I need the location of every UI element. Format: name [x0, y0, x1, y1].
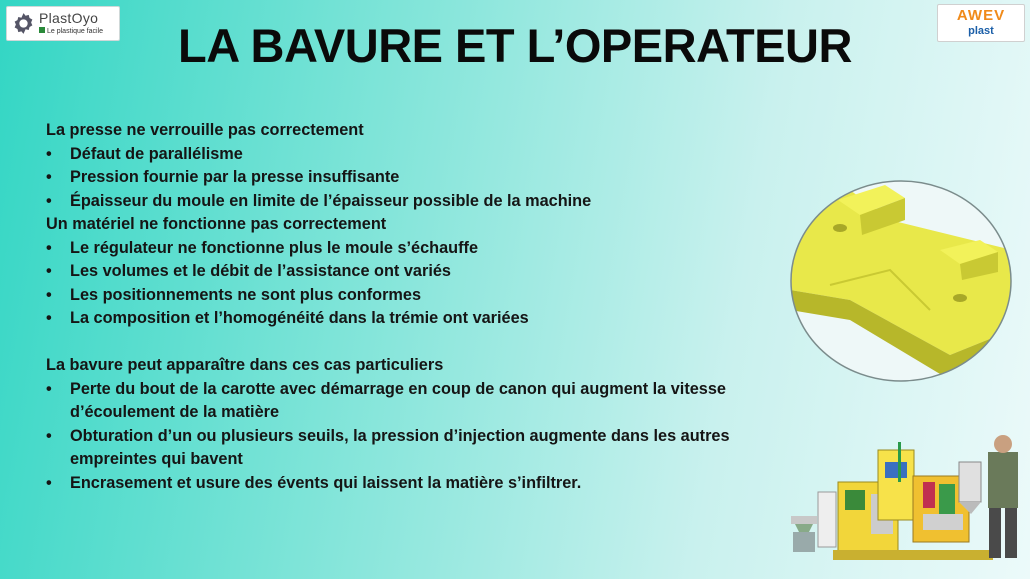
list-item: • Épaisseur du moule en limite de l’épaisseur possible de la machine	[46, 190, 766, 214]
content-list	[46, 119, 766, 495]
plastoyo-brand: PlastOyo	[39, 10, 99, 26]
section-heading: La presse ne verrouille pas correctement	[46, 121, 364, 139]
list-item: • Les positionnements ne sont plus conformes	[46, 284, 766, 308]
awev-wordmark: AWEV	[956, 7, 1006, 24]
page-title: LA BAVURE ET L’OPERATEUR	[178, 19, 852, 72]
plastoyo-tagline: Le plastique facile	[39, 27, 103, 35]
spacer	[46, 331, 766, 355]
mold-part-illustration	[790, 180, 1012, 382]
list-item: • Défaut de parallélisme	[46, 143, 766, 167]
list-item: • Obturation d’un ou plusieurs seuils, la pression d’injection augmente dans les autres empreintes qui bavent	[46, 425, 766, 472]
plast-wordmark: plast	[968, 25, 994, 37]
injection-machine-illustration	[773, 432, 1028, 574]
list-item: • Pression fournie par la presse insuffisante	[46, 166, 766, 190]
list-item: • Le régulateur ne fonctionne plus le moule s’échauffe	[46, 237, 766, 261]
list-item: • Encrasement et usure des évents qui laissent la matière s’infiltrer.	[46, 472, 766, 496]
section-heading: Un matériel ne fonctionne pas correctement	[46, 215, 387, 233]
list-item: • Les volumes et le débit de l’assistance ont variés	[46, 260, 766, 284]
list-item: • Perte du bout de la carotte avec démarrage en coup de canon qui augment la vitesse d’écoulement de la matière	[46, 378, 766, 425]
section-heading: La bavure peut apparaître dans ces cas particuliers	[46, 356, 444, 374]
list-item: • La composition et l’homogénéité dans la trémie ont variées	[46, 307, 766, 331]
